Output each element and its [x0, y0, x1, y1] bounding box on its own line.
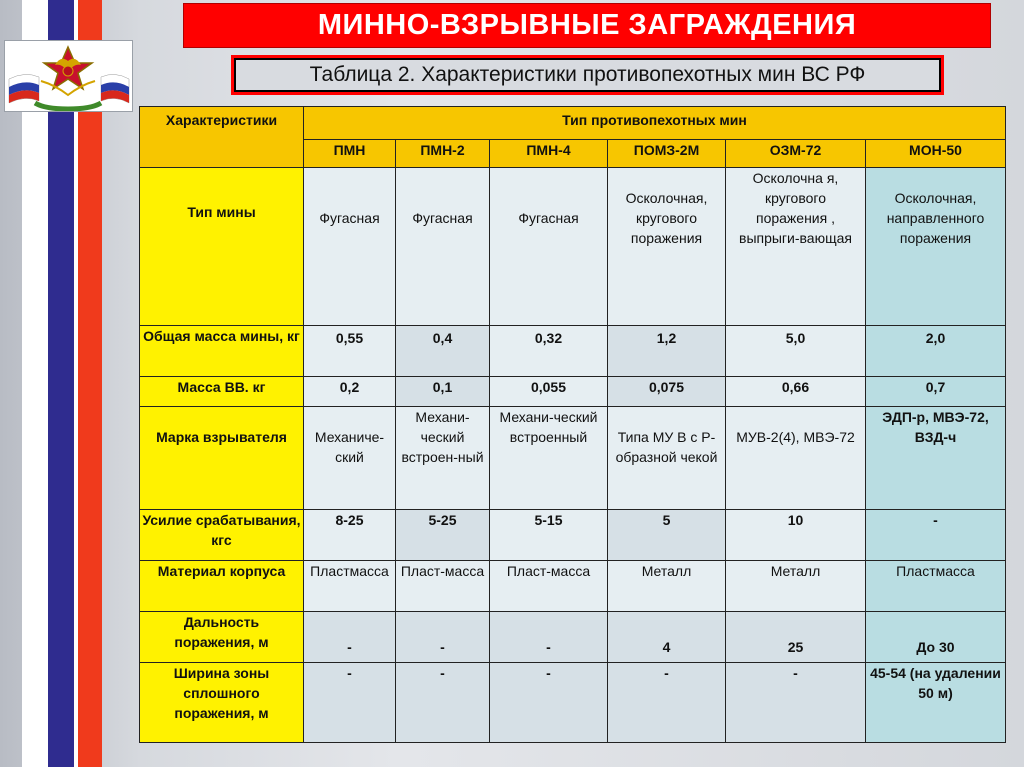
table-row	[140, 168, 1006, 326]
table-cell: -	[490, 663, 608, 743]
table-cell: Пластмасса	[304, 561, 396, 612]
table-cell: 0,7	[866, 377, 1006, 407]
table-cell: Осколочная, направленного поражения	[866, 168, 1006, 326]
table-cell: 5-15	[490, 510, 608, 561]
row-label: Усилие срабатывания, кгс	[140, 510, 304, 561]
table-cell: -	[396, 663, 490, 743]
table-cell: -	[396, 612, 490, 663]
mine-name: ПМН-4	[490, 140, 608, 168]
table-cell: -	[304, 663, 396, 743]
table-cell: Пласт-масса	[396, 561, 490, 612]
table-cell: -	[490, 612, 608, 663]
table-cell: МУВ-2(4), МВЭ-72	[726, 407, 866, 510]
table-cell: 0,2	[304, 377, 396, 407]
slide-title	[183, 3, 991, 48]
table-cell: 45-54 (на удалении 50 м)	[866, 663, 1006, 743]
table-row	[140, 612, 1006, 663]
table-row	[140, 663, 1006, 743]
table-cell: Фугасная	[490, 168, 608, 326]
mine-name: ПОМЗ-2М	[608, 140, 726, 168]
table-cell: 1,2	[608, 326, 726, 377]
table-cell: 10	[726, 510, 866, 561]
characteristics-header: Характеристики	[140, 107, 304, 168]
flag-stripe-blue	[48, 0, 74, 767]
table-cell: 0,075	[608, 377, 726, 407]
armed-forces-emblem-icon	[4, 40, 133, 112]
table-cell: Пластмасса	[866, 561, 1006, 612]
row-label: Масса ВВ. кг	[140, 377, 304, 407]
table-caption-inner	[234, 58, 941, 92]
table-cell: Пласт-масса	[490, 561, 608, 612]
table-cell: Механиче-ский	[304, 407, 396, 510]
row-label: Тип мины	[140, 168, 304, 326]
table-cell: 25	[726, 612, 866, 663]
table-header-row	[140, 107, 1006, 140]
table-cell: -	[304, 612, 396, 663]
table-row	[140, 326, 1006, 377]
flag-stripe-red	[78, 0, 102, 767]
table-cell: 5,0	[726, 326, 866, 377]
table-cell: ЭДП-р, МВЭ-72, ВЗД-ч	[866, 407, 1006, 510]
mine-name: ПМН	[304, 140, 396, 168]
table-cell: До 30	[866, 612, 1006, 663]
table-cell: Осколочна я, кругового поражения , выпрыги-вающая	[726, 168, 866, 326]
mine-name: ПМН-2	[396, 140, 490, 168]
table-cell: 0,055	[490, 377, 608, 407]
mines-table	[139, 106, 1006, 743]
table-row	[140, 510, 1006, 561]
table-cell: Фугасная	[304, 168, 396, 326]
table-cell: 4	[608, 612, 726, 663]
table-cell: Типа МУ В с Р- образной чекой	[608, 407, 726, 510]
flag-stripe-white	[22, 0, 48, 767]
mine-name: МОН-50	[866, 140, 1006, 168]
row-label: Дальность поражения, м	[140, 612, 304, 663]
row-label: Общая масса мины, кг	[140, 326, 304, 377]
table-cell: Металл	[608, 561, 726, 612]
table-cell: 0,66	[726, 377, 866, 407]
table-cell: 0,32	[490, 326, 608, 377]
table-row	[140, 561, 1006, 612]
table-caption: Таблица 2. Характеристики противопехотных мин ВС РФ	[309, 63, 866, 86]
table-cell: 0,1	[396, 377, 490, 407]
table-cell: 5	[608, 510, 726, 561]
table-row	[140, 377, 1006, 407]
mine-type-header: Тип противопехотных мин	[304, 107, 1006, 140]
table-cell: -	[866, 510, 1006, 561]
table-cell: Фугасная	[396, 168, 490, 326]
mine-name: ОЗМ-72	[726, 140, 866, 168]
table-cell: Металл	[726, 561, 866, 612]
table-cell: 5-25	[396, 510, 490, 561]
table-cell: -	[608, 663, 726, 743]
table-cell: 8-25	[304, 510, 396, 561]
row-label: Материал корпуса	[140, 561, 304, 612]
table-cell: -	[726, 663, 866, 743]
table-cell: Механи-ческий встроенный	[490, 407, 608, 510]
table-row	[140, 407, 1006, 510]
table-cell: Осколочная, кругового поражения	[608, 168, 726, 326]
slide-title-text: МИННО-ВЗРЫВНЫЕ ЗАГРАЖДЕНИЯ	[317, 9, 857, 41]
table-cell: 0,55	[304, 326, 396, 377]
table-cell: 0,4	[396, 326, 490, 377]
row-label: Марка взрывателя	[140, 407, 304, 510]
table-caption-box	[231, 55, 944, 95]
table-cell: Механи-ческий встроен-ный	[396, 407, 490, 510]
table-cell: 2,0	[866, 326, 1006, 377]
row-label: Ширина зоны сплошного поражения, м	[140, 663, 304, 743]
